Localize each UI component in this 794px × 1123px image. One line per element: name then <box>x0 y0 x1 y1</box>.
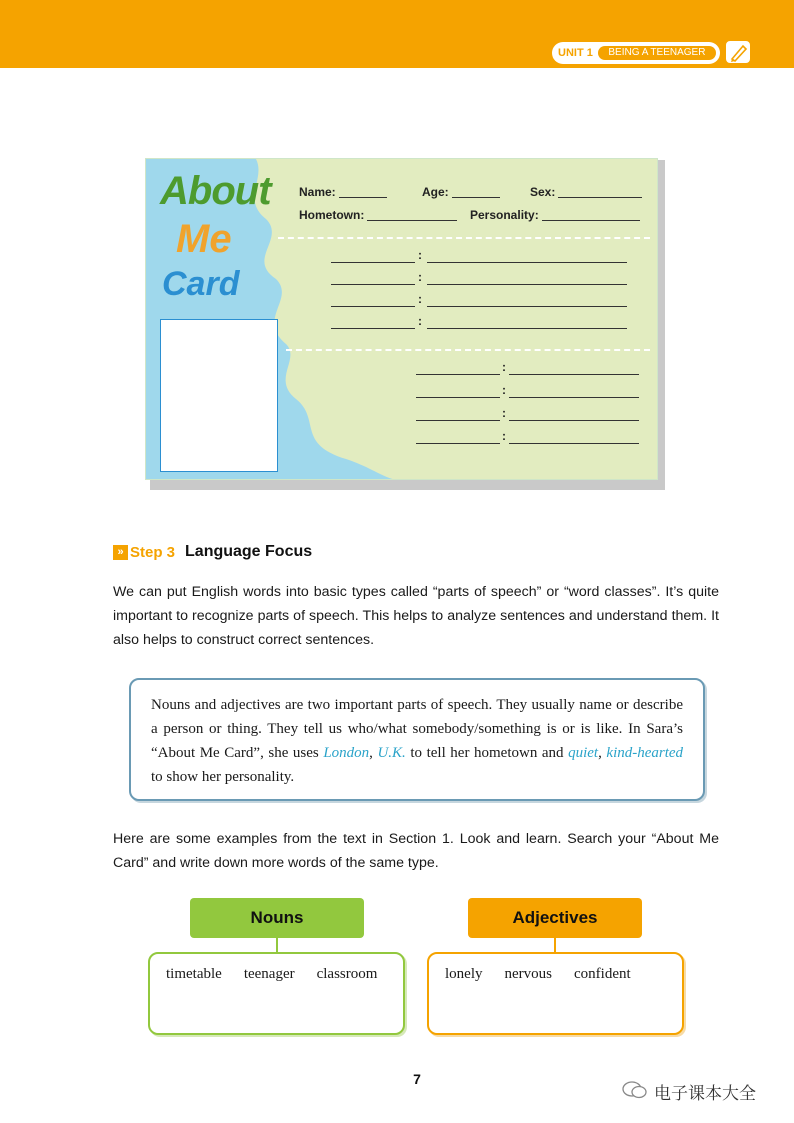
name-blank <box>339 197 387 198</box>
nouns-connector <box>276 938 278 952</box>
nouns-words <box>166 966 399 983</box>
adjective-word: nervous <box>504 966 552 982</box>
about-me-card: About Me Card Name: Age: Sex: Hometown: Personality: : : : : : : : : <box>145 158 658 480</box>
noun-word: teenager <box>243 966 295 982</box>
info-box <box>129 678 705 801</box>
example-kind-hearted: kind-hearted <box>606 745 684 761</box>
nouns-tag: Nouns <box>190 898 364 938</box>
sex-field <box>530 185 642 199</box>
adjectives-box <box>427 952 684 1035</box>
hometown-blank <box>367 220 457 221</box>
personality-label: Personality: <box>470 208 539 222</box>
card-title-about: About <box>160 169 271 213</box>
personality-blank <box>542 220 640 221</box>
photo-placeholder <box>160 319 278 472</box>
sex-label: Sex: <box>530 185 556 199</box>
info-text: Nouns and adjectives are two important parts of speech. They usually name or describe a person or thing. They tell us who/what somebody/something is or is like. In Sara’s “About Me Card”, she uses London, U.K. to tell her hometown and quiet, kind-hearted to show her personality. <box>151 697 684 785</box>
adjectives-words <box>445 966 653 983</box>
hometown-field <box>299 208 457 222</box>
wechat-icon <box>622 1080 648 1100</box>
intro-paragraph: We can put English words into basic types called “parts of speech” or “word classes”. It’s quite important to recognize parts of speech. This helps to analyze sentences and understand them. It also helps to construct correct sentences. <box>113 584 719 648</box>
hometown-label: Hometown: <box>299 208 365 222</box>
step-label: Step 3 <box>130 543 176 561</box>
example-quiet: quiet <box>568 745 599 761</box>
name-label: Name: <box>299 185 336 199</box>
watermark-caption: 电子课本大全 <box>654 1084 756 1104</box>
unit-title: BEING A TEENAGER <box>598 46 716 60</box>
adjectives-connector <box>554 938 556 952</box>
adjectives-tag: Adjectives <box>468 898 642 938</box>
dashed-separator <box>286 349 650 351</box>
step-title: Language Focus <box>185 543 313 560</box>
sex-blank <box>558 197 642 198</box>
page-number: 7 <box>413 1071 421 1087</box>
age-field <box>422 185 500 199</box>
unit-badge <box>552 42 720 64</box>
card-title-card: Card <box>162 265 240 303</box>
dashed-separator <box>278 237 650 239</box>
personality-field <box>470 208 640 222</box>
nouns-box <box>148 952 405 1035</box>
age-blank <box>452 197 500 198</box>
example-uk: U.K. <box>377 745 406 761</box>
name-field <box>299 185 387 199</box>
adjective-word: confident <box>574 966 631 982</box>
double-chevron-icon: » <box>113 545 128 560</box>
adjective-word: lonely <box>445 966 483 982</box>
example-london: London <box>323 745 370 761</box>
noun-word: classroom <box>316 966 378 982</box>
step-heading <box>113 542 312 562</box>
noun-word: timetable <box>166 966 222 982</box>
instructions-paragraph: Here are some examples from the text in Section 1. Look and learn. Search your “About Me Card” and write down more words of the same type. <box>113 831 719 871</box>
age-label: Age: <box>422 185 449 199</box>
card-title-me: Me <box>176 217 232 261</box>
pen-icon <box>724 39 752 65</box>
unit-label: UNIT 1 <box>558 47 593 59</box>
